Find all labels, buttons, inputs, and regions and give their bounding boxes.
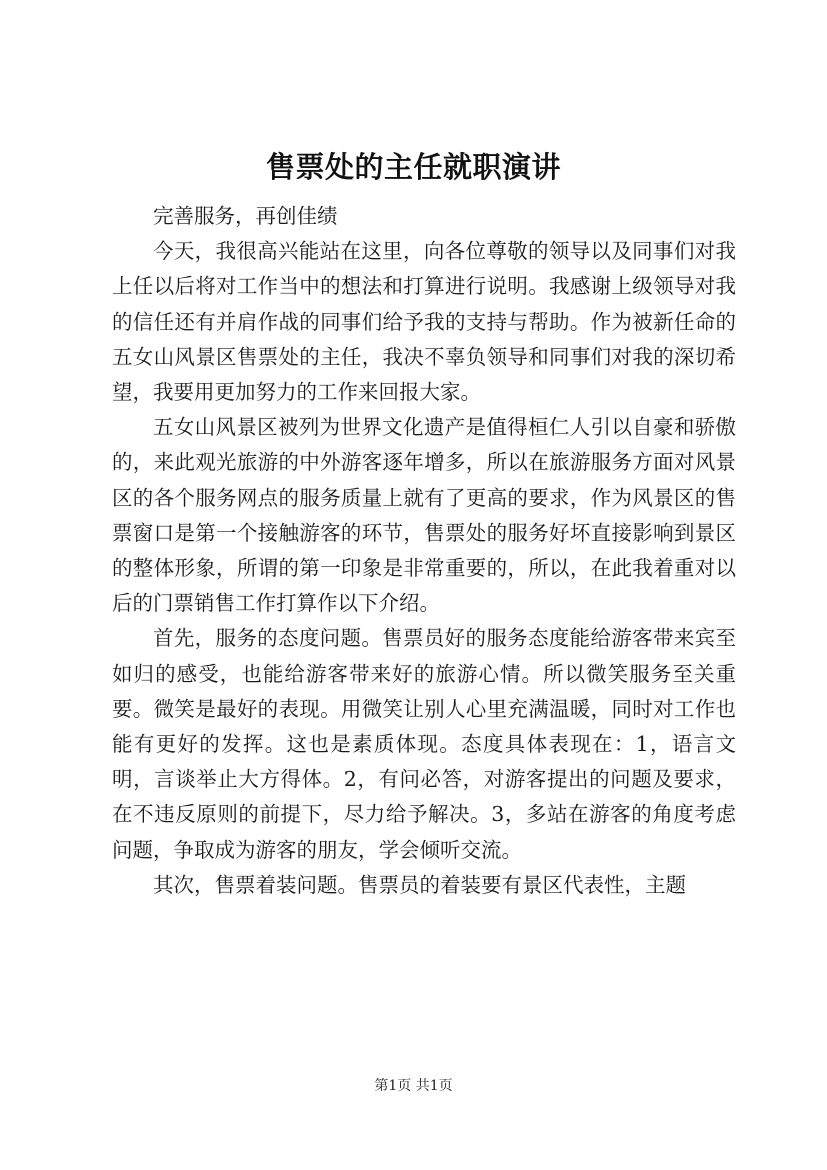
paragraph-service-attitude: 首先，服务的态度问题。售票员好的服务态度能给游客带来宾至如归的感受，也能给游客带来好的旅游心情。所以微笑服务至关重要。微笑是最好的表现。用微笑让别人心里充满温暖，同时对工作也能有更好的发挥。这也是素质体现。态度具体表现在：1，语言文明，言谈举止大方得体。2，有问必答，对游客提出的问题及要求，在不违反原则的前提下，尽力给予解决。3，多站在游客的角度考虑问题，争取成为游客的朋友，学会倾听交流。 (112, 626, 736, 862)
document-title: 售票处的主任就职演讲 (265, 150, 561, 184)
paragraph-intro: 今天，我很高兴能站在这里，向各位尊敬的领导以及同事们对我上任以后将对工作当中的想法和打算进行说明。我感谢上级领导对我的信任还有并肩作战的同事们给予我的支持与帮助。作为被新任命的五女山风景区售票处的主任，我决不辜负领导和同事们对我的深切希望，我要用更加努力的工作来回报大家。 (112, 239, 736, 405)
document-body (112, 199, 736, 903)
page-footer (0, 1076, 827, 1096)
paragraph-dress-code: 其次，售票着装问题。售票员的着装要有景区代表性，主题 (153, 872, 686, 897)
paragraph-background: 五女山风景区被列为世界文化遗产是值得桓仁人引以自豪和骄傲的，来此观光旅游的中外游客逐年增多，所以在旅游服务方面对风景区的各个服务网点的服务质量上就有了更高的要求，作为风景区的售票窗口是第一个接触游客的环节，售票处的服务好坏直接影响到景区的整体形象，所谓的第一印象是非常重要的，所以，在此我着重对以后的门票销售工作打算作以下介绍。 (112, 415, 736, 616)
paragraph-subtitle: 完善服务，再创佳绩 (153, 204, 338, 228)
page-number-label: 第1页 共1页 (374, 1078, 453, 1094)
